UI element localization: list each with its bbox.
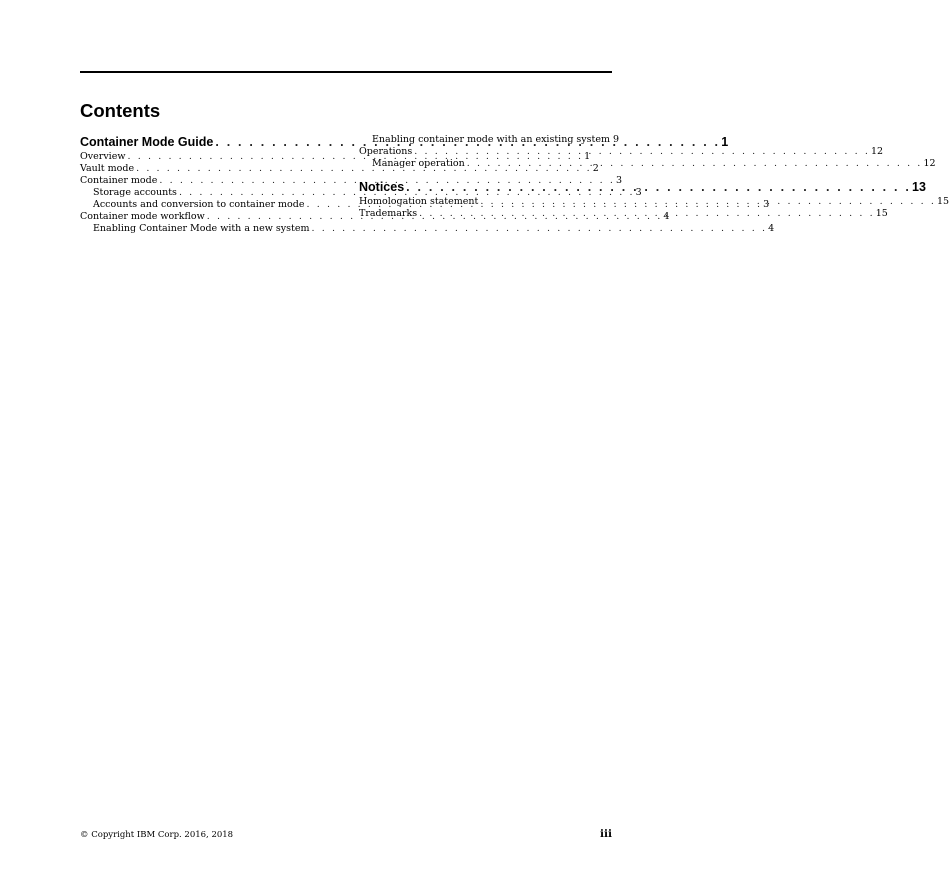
page-title: Contents [80, 100, 161, 121]
toc-entry-enabling-new-system[interactable] [80, 223, 775, 235]
toc-entry-title: Homologation statement [359, 196, 479, 207]
toc-entry-homologation-statement[interactable] [359, 196, 949, 208]
dot-leader [404, 179, 911, 196]
toc-entry-page: 2 [592, 163, 599, 174]
toc-entry-title: Enabling container mode with an existing system [372, 134, 610, 145]
toc-entry-title: Enabling Container Mode with a new system [93, 223, 310, 234]
dot-leader [465, 158, 923, 170]
toc-entry-title: Overview [80, 151, 126, 162]
toc-entry-title: Vault mode [80, 163, 135, 174]
toc-entry-title: Container Mode Guide [80, 135, 214, 149]
toc-entry-trademarks[interactable] [359, 208, 888, 220]
toc-entry-page: 1 [584, 151, 591, 162]
toc-entry-title: Operations [359, 146, 413, 157]
toc-entry-enabling-existing-system[interactable] [359, 134, 620, 146]
toc-entry-manager-operation[interactable] [359, 158, 936, 170]
toc-entry-page: 15 [875, 208, 888, 219]
toc-entry-title: Container mode [80, 175, 158, 186]
header-rule [80, 71, 612, 73]
toc-entry-page: 12 [923, 158, 936, 169]
toc-entry-page: 9 [613, 134, 620, 145]
page-number: iii [600, 828, 612, 840]
toc-entry-title: Accounts and conversion to container mode [93, 199, 305, 210]
dot-leader [412, 146, 870, 158]
toc-column-right [359, 134, 949, 220]
toc-entry-operations[interactable] [359, 146, 884, 158]
toc-entry-page: 12 [870, 146, 884, 157]
toc-entry-title: Trademarks [359, 208, 418, 219]
toc-entry-page: 4 [663, 211, 670, 222]
toc-entry-page: 13 [912, 180, 926, 194]
section-gap [359, 170, 612, 179]
toc-list [359, 134, 949, 220]
toc-entry-title: Container mode workflow [80, 211, 205, 222]
toc-entry-title: Storage accounts [93, 187, 177, 198]
toc-entry-page: 3 [763, 199, 770, 210]
toc-entry-page: 15 [936, 196, 949, 207]
toc-entry-title: Manager operation [372, 158, 465, 169]
toc-entry-page: 3 [635, 187, 642, 198]
dot-leader [478, 196, 936, 208]
copyright-notice: © Copyright IBM Corp. 2016, 2018 [80, 830, 234, 840]
toc-entry-notices[interactable] [359, 179, 926, 196]
toc-entry-page: 3 [616, 175, 623, 186]
toc-entry-page: 1 [721, 135, 729, 149]
toc-entry-title: Notices [359, 180, 405, 194]
dot-leader [309, 223, 767, 235]
dot-leader [417, 208, 875, 220]
toc-entry-page: 4 [768, 223, 775, 234]
